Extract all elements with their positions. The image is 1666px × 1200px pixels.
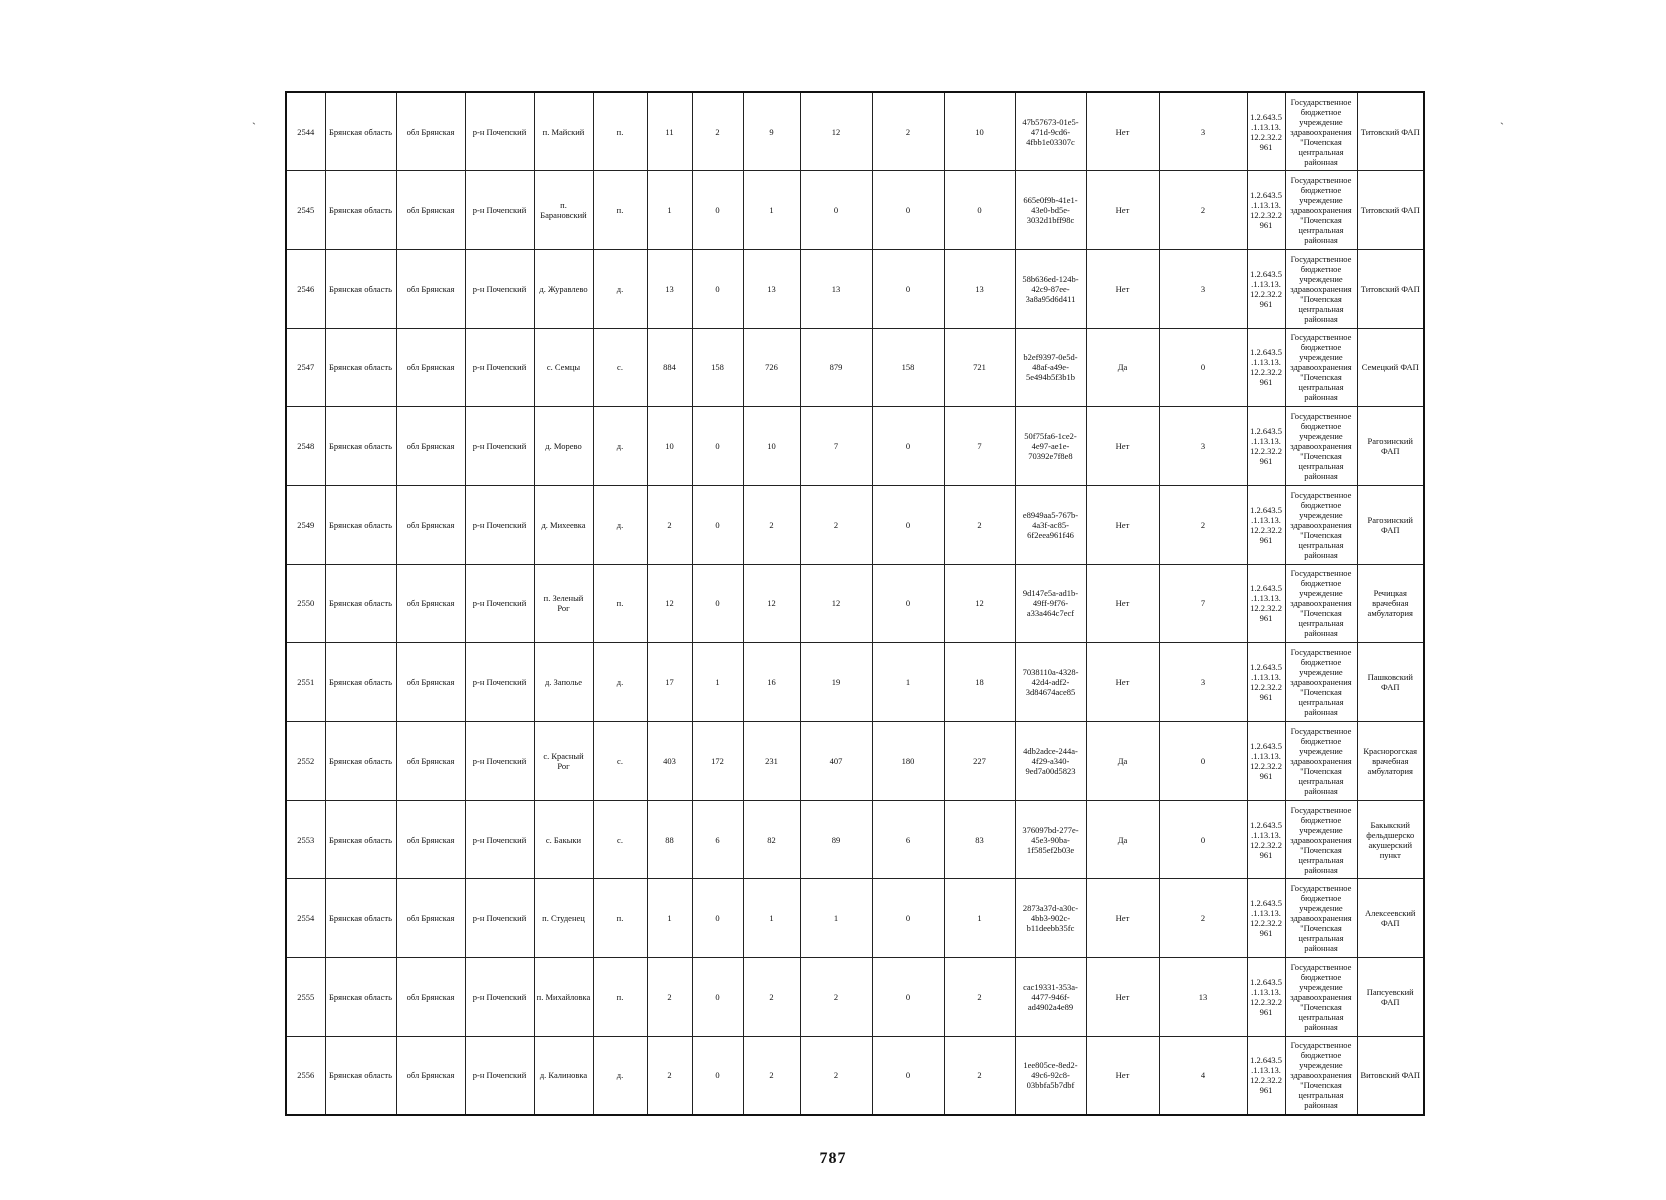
region-short-cell: обл Брянская [396,722,465,801]
population-adults-cell: 13 [743,249,800,328]
population-total-alt-cell: 2 [800,958,872,1037]
settlement-type-cell: п. [593,958,647,1037]
region-short-cell: обл Брянская [396,564,465,643]
facility-name-cell: Витовский ФАП [1357,1036,1424,1115]
row-id-cell: 2548 [286,407,325,486]
population-adults-cell: 16 [743,643,800,722]
district-cell: р-н Почепский [465,722,534,801]
institution-name-cell: Государственное бюджетное учреждение здравоохранения "Почепская центральная районная [1285,249,1357,328]
population-total-cell: 2 [647,958,692,1037]
page-number: 787 [819,1150,847,1167]
region-short-cell: обл Брянская [396,249,465,328]
settlement-cell: п. Михайловка [534,958,593,1037]
has-facility-cell: Нет [1086,643,1159,722]
settlement-type-cell: д. [593,643,647,722]
region-short-cell: обл Брянская [396,485,465,564]
population-adults-cell: 2 [743,1036,800,1115]
population-total-alt-cell: 89 [800,800,872,879]
population-total-cell: 13 [647,249,692,328]
distance-cell: 4 [1159,1036,1247,1115]
fias-guid-cell: 7038110a-4328-42d4-adf2-3d84674ace85 [1015,643,1086,722]
district-cell: р-н Почепский [465,249,534,328]
table-row [286,92,1424,171]
population-children-cell: 0 [692,485,743,564]
population-total-cell: 88 [647,800,692,879]
region-cell: Брянская область [325,722,396,801]
population-adults-cell: 12 [743,564,800,643]
population-adults-alt-cell: 83 [944,800,1015,879]
population-total-cell: 11 [647,92,692,171]
population-adults-alt-cell: 227 [944,722,1015,801]
distance-cell: 0 [1159,800,1247,879]
population-total-cell: 884 [647,328,692,407]
institution-oid-cell: 1.2.643.5.1.13.13.12.2.32.2961 [1247,800,1285,879]
has-facility-cell: Да [1086,328,1159,407]
has-facility-cell: Нет [1086,92,1159,171]
fias-guid-cell: 50f75fa6-1ce2-4e97-ae1e-70392e7f8e8 [1015,407,1086,486]
settlement-type-cell: с. [593,800,647,879]
row-id-cell: 2555 [286,958,325,1037]
population-children-alt-cell: 180 [872,722,944,801]
institution-name-cell: Государственное бюджетное учреждение здравоохранения "Почепская центральная районная [1285,1036,1357,1115]
settlement-type-cell: д. [593,407,647,486]
population-children-cell: 0 [692,249,743,328]
facility-name-cell: Семецкий ФАП [1357,328,1424,407]
settlement-cell: д. Морево [534,407,593,486]
facility-name-cell: Рагозинский ФАП [1357,407,1424,486]
institution-name-cell: Государственное бюджетное учреждение здравоохранения "Почепская центральная районная [1285,407,1357,486]
settlements-table [285,91,1425,1116]
settlement-cell: с. Красный Рог [534,722,593,801]
population-adults-alt-cell: 2 [944,485,1015,564]
population-total-alt-cell: 12 [800,92,872,171]
region-short-cell: обл Брянская [396,328,465,407]
population-children-cell: 0 [692,1036,743,1115]
institution-oid-cell: 1.2.643.5.1.13.13.12.2.32.2961 [1247,958,1285,1037]
fias-guid-cell: 1ee805ce-8ed2-49c6-92c8-03bbfa5b7dbf [1015,1036,1086,1115]
facility-name-cell: Титовский ФАП [1357,171,1424,250]
row-id-cell: 2553 [286,800,325,879]
institution-name-cell: Государственное бюджетное учреждение здравоохранения "Почепская центральная районная [1285,564,1357,643]
facility-name-cell: Рагозинский ФАП [1357,485,1424,564]
fias-guid-cell: cac19331-353a-4477-946f-ad4902a4e89 [1015,958,1086,1037]
district-cell: р-н Почепский [465,328,534,407]
population-children-cell: 0 [692,407,743,486]
population-adults-alt-cell: 13 [944,249,1015,328]
district-cell: р-н Почепский [465,92,534,171]
region-short-cell: обл Брянская [396,92,465,171]
has-facility-cell: Да [1086,800,1159,879]
population-adults-cell: 9 [743,92,800,171]
population-children-cell: 0 [692,958,743,1037]
population-adults-cell: 2 [743,485,800,564]
facility-name-cell: Пашковский ФАП [1357,643,1424,722]
region-short-cell: обл Брянская [396,1036,465,1115]
region-short-cell: обл Брянская [396,800,465,879]
region-cell: Брянская область [325,407,396,486]
fias-guid-cell: 47b57673-01e5-471d-9cd6-4fbb1e03307c [1015,92,1086,171]
fias-guid-cell: 4db2adce-244a-4f29-a340-9ed7a00d5823 [1015,722,1086,801]
population-children-cell: 158 [692,328,743,407]
population-total-cell: 17 [647,643,692,722]
population-total-alt-cell: 7 [800,407,872,486]
settlement-cell: д. Калиновка [534,1036,593,1115]
facility-name-cell: Алексеевский ФАП [1357,879,1424,958]
population-adults-alt-cell: 7 [944,407,1015,486]
population-children-alt-cell: 1 [872,643,944,722]
institution-oid-cell: 1.2.643.5.1.13.13.12.2.32.2961 [1247,171,1285,250]
settlement-cell: с. Бакыки [534,800,593,879]
region-cell: Брянская область [325,958,396,1037]
table-row [286,171,1424,250]
has-facility-cell: Да [1086,722,1159,801]
population-children-alt-cell: 0 [872,485,944,564]
institution-oid-cell: 1.2.643.5.1.13.13.12.2.32.2961 [1247,879,1285,958]
row-id-cell: 2552 [286,722,325,801]
institution-oid-cell: 1.2.643.5.1.13.13.12.2.32.2961 [1247,564,1285,643]
population-children-alt-cell: 0 [872,958,944,1037]
table-row [286,564,1424,643]
region-cell: Брянская область [325,328,396,407]
population-children-alt-cell: 0 [872,249,944,328]
institution-name-cell: Государственное бюджетное учреждение здравоохранения "Почепская центральная районная [1285,800,1357,879]
settlement-cell: п. Барановский [534,171,593,250]
has-facility-cell: Нет [1086,171,1159,250]
settlement-type-cell: д. [593,1036,647,1115]
table-row [286,958,1424,1037]
population-total-alt-cell: 2 [800,485,872,564]
population-children-alt-cell: 6 [872,800,944,879]
table-row [286,722,1424,801]
population-total-alt-cell: 2 [800,1036,872,1115]
population-adults-cell: 2 [743,958,800,1037]
fias-guid-cell: b2ef9397-0e5d-48af-a49e-5e494b5f3b1b [1015,328,1086,407]
population-total-alt-cell: 879 [800,328,872,407]
fias-guid-cell: e8949aa5-767b-4a3f-ac85-6f2eea961f46 [1015,485,1086,564]
population-total-cell: 1 [647,879,692,958]
population-adults-alt-cell: 18 [944,643,1015,722]
region-cell: Брянская область [325,485,396,564]
region-cell: Брянская область [325,92,396,171]
has-facility-cell: Нет [1086,407,1159,486]
region-short-cell: обл Брянская [396,407,465,486]
population-children-cell: 0 [692,879,743,958]
district-cell: р-н Почепский [465,407,534,486]
population-adults-cell: 1 [743,171,800,250]
table-row [286,249,1424,328]
population-total-cell: 12 [647,564,692,643]
row-id-cell: 2549 [286,485,325,564]
institution-oid-cell: 1.2.643.5.1.13.13.12.2.32.2961 [1247,722,1285,801]
distance-cell: 3 [1159,92,1247,171]
scan-mark-left: ` [252,120,256,134]
population-children-cell: 1 [692,643,743,722]
institution-name-cell: Государственное бюджетное учреждение здравоохранения "Почепская центральная районная [1285,722,1357,801]
settlement-type-cell: д. [593,485,647,564]
fias-guid-cell: 665e0f9b-41e1-43e0-bd5e-3032d1bff98c [1015,171,1086,250]
district-cell: р-н Почепский [465,643,534,722]
population-total-alt-cell: 19 [800,643,872,722]
population-adults-alt-cell: 0 [944,171,1015,250]
population-total-alt-cell: 12 [800,564,872,643]
population-adults-cell: 1 [743,879,800,958]
facility-name-cell: Речицкая врачебная амбулатория [1357,564,1424,643]
table-row [286,407,1424,486]
institution-oid-cell: 1.2.643.5.1.13.13.12.2.32.2961 [1247,485,1285,564]
population-total-cell: 2 [647,1036,692,1115]
region-cell: Брянская область [325,564,396,643]
population-total-cell: 2 [647,485,692,564]
distance-cell: 3 [1159,407,1247,486]
district-cell: р-н Почепский [465,1036,534,1115]
institution-oid-cell: 1.2.643.5.1.13.13.12.2.32.2961 [1247,407,1285,486]
scan-mark-right: ` [1500,120,1504,134]
distance-cell: 2 [1159,485,1247,564]
population-children-alt-cell: 0 [872,879,944,958]
institution-name-cell: Государственное бюджетное учреждение здравоохранения "Почепская центральная районная [1285,328,1357,407]
settlement-type-cell: с. [593,328,647,407]
row-id-cell: 2546 [286,249,325,328]
population-adults-cell: 726 [743,328,800,407]
row-id-cell: 2551 [286,643,325,722]
population-adults-cell: 82 [743,800,800,879]
region-short-cell: обл Брянская [396,958,465,1037]
population-adults-alt-cell: 10 [944,92,1015,171]
table-row [286,1036,1424,1115]
register-sheet [285,91,1423,1116]
region-short-cell: обл Брянская [396,171,465,250]
facility-name-cell: Титовский ФАП [1357,249,1424,328]
has-facility-cell: Нет [1086,1036,1159,1115]
table-row [286,643,1424,722]
population-adults-alt-cell: 721 [944,328,1015,407]
fias-guid-cell: 376097bd-277e-45e3-90ba-1f585ef2b03e [1015,800,1086,879]
population-adults-alt-cell: 1 [944,879,1015,958]
population-children-cell: 2 [692,92,743,171]
distance-cell: 3 [1159,249,1247,328]
population-adults-alt-cell: 2 [944,1036,1015,1115]
institution-oid-cell: 1.2.643.5.1.13.13.12.2.32.2961 [1247,328,1285,407]
settlement-cell: с. Семцы [534,328,593,407]
institution-oid-cell: 1.2.643.5.1.13.13.12.2.32.2961 [1247,1036,1285,1115]
population-adults-alt-cell: 2 [944,958,1015,1037]
distance-cell: 0 [1159,722,1247,801]
settlement-cell: д. Журавлево [534,249,593,328]
distance-cell: 2 [1159,171,1247,250]
institution-name-cell: Государственное бюджетное учреждение здравоохранения "Почепская центральная районная [1285,171,1357,250]
population-children-alt-cell: 0 [872,564,944,643]
population-adults-cell: 10 [743,407,800,486]
settlement-type-cell: с. [593,722,647,801]
population-total-alt-cell: 0 [800,171,872,250]
population-children-alt-cell: 0 [872,407,944,486]
settlement-cell: д. Михеевка [534,485,593,564]
district-cell: р-н Почепский [465,958,534,1037]
has-facility-cell: Нет [1086,249,1159,328]
distance-cell: 7 [1159,564,1247,643]
population-adults-alt-cell: 12 [944,564,1015,643]
row-id-cell: 2544 [286,92,325,171]
settlement-type-cell: п. [593,879,647,958]
institution-name-cell: Государственное бюджетное учреждение здравоохранения "Почепская центральная районная [1285,92,1357,171]
population-total-alt-cell: 407 [800,722,872,801]
facility-name-cell: Папсуевский ФАП [1357,958,1424,1037]
has-facility-cell: Нет [1086,564,1159,643]
settlement-type-cell: п. [593,171,647,250]
settlement-type-cell: д. [593,249,647,328]
settlement-cell: д. Заполье [534,643,593,722]
institution-oid-cell: 1.2.643.5.1.13.13.12.2.32.2961 [1247,643,1285,722]
population-children-cell: 0 [692,564,743,643]
distance-cell: 2 [1159,879,1247,958]
table-row [286,328,1424,407]
row-id-cell: 2556 [286,1036,325,1115]
region-short-cell: обл Брянская [396,643,465,722]
population-total-cell: 10 [647,407,692,486]
population-children-cell: 0 [692,171,743,250]
settlement-cell: п. Студенец [534,879,593,958]
distance-cell: 13 [1159,958,1247,1037]
distance-cell: 3 [1159,643,1247,722]
population-children-alt-cell: 0 [872,171,944,250]
district-cell: р-н Почепский [465,800,534,879]
population-total-alt-cell: 13 [800,249,872,328]
institution-oid-cell: 1.2.643.5.1.13.13.12.2.32.2961 [1247,249,1285,328]
institution-name-cell: Государственное бюджетное учреждение здравоохранения "Почепская центральная районная [1285,879,1357,958]
population-total-cell: 403 [647,722,692,801]
has-facility-cell: Нет [1086,485,1159,564]
settlement-type-cell: п. [593,564,647,643]
institution-name-cell: Государственное бюджетное учреждение здравоохранения "Почепская центральная районная [1285,643,1357,722]
region-cell: Брянская область [325,643,396,722]
population-total-alt-cell: 1 [800,879,872,958]
institution-name-cell: Государственное бюджетное учреждение здравоохранения "Почепская центральная районная [1285,485,1357,564]
settlement-type-cell: п. [593,92,647,171]
population-children-alt-cell: 2 [872,92,944,171]
settlement-cell: п. Зеленый Рог [534,564,593,643]
region-cell: Брянская область [325,879,396,958]
population-total-cell: 1 [647,171,692,250]
region-cell: Брянская область [325,249,396,328]
table-row [286,485,1424,564]
has-facility-cell: Нет [1086,879,1159,958]
district-cell: р-н Почепский [465,564,534,643]
district-cell: р-н Почепский [465,879,534,958]
population-adults-cell: 231 [743,722,800,801]
population-children-alt-cell: 0 [872,1036,944,1115]
district-cell: р-н Почепский [465,171,534,250]
population-children-cell: 172 [692,722,743,801]
has-facility-cell: Нет [1086,958,1159,1037]
row-id-cell: 2547 [286,328,325,407]
settlement-cell: п. Майский [534,92,593,171]
region-short-cell: обл Брянская [396,879,465,958]
table-row [286,879,1424,958]
fias-guid-cell: 2873a37d-a30c-4bb3-902c-b11deebb35fc [1015,879,1086,958]
population-children-alt-cell: 158 [872,328,944,407]
region-cell: Брянская область [325,171,396,250]
institution-name-cell: Государственное бюджетное учреждение здравоохранения "Почепская центральная районная [1285,958,1357,1037]
district-cell: р-н Почепский [465,485,534,564]
row-id-cell: 2550 [286,564,325,643]
facility-name-cell: Краснорогская врачебная амбулатория [1357,722,1424,801]
facility-name-cell: Титовский ФАП [1357,92,1424,171]
fias-guid-cell: 58b636ed-124b-42c9-87ee-3a8a95d6d411 [1015,249,1086,328]
population-children-cell: 6 [692,800,743,879]
row-id-cell: 2554 [286,879,325,958]
institution-oid-cell: 1.2.643.5.1.13.13.12.2.32.2961 [1247,92,1285,171]
distance-cell: 0 [1159,328,1247,407]
facility-name-cell: Бакыкский фельдшерско акушерский пункт [1357,800,1424,879]
fias-guid-cell: 9d147e5a-ad1b-49ff-9f76-a33a464c7ecf [1015,564,1086,643]
region-cell: Брянская область [325,1036,396,1115]
region-cell: Брянская область [325,800,396,879]
table-row [286,800,1424,879]
row-id-cell: 2545 [286,171,325,250]
